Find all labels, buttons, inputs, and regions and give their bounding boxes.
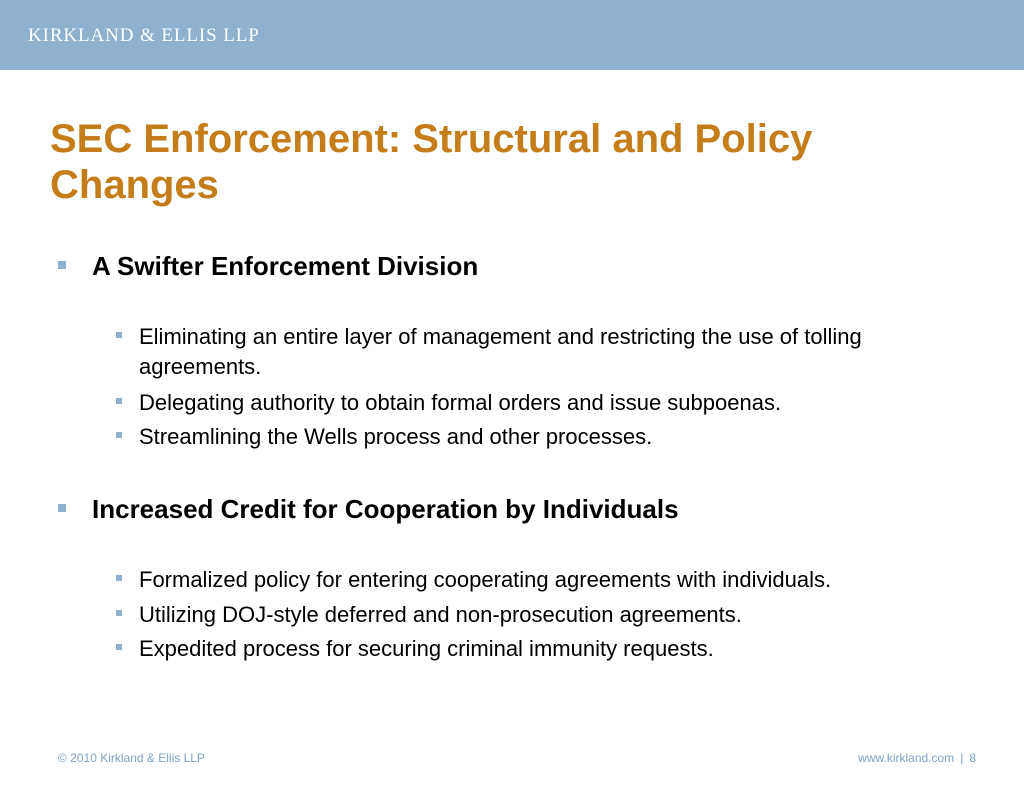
list-item-text: Utilizing DOJ-style deferred and non-prosecution agreements. — [139, 602, 742, 627]
section-heading-text: A Swifter Enforcement Division — [92, 251, 479, 281]
square-bullet-icon — [116, 332, 122, 338]
square-bullet-icon — [58, 261, 66, 269]
header-band — [0, 0, 1024, 70]
list-item-text: Streamlining the Wells process and other processes. — [139, 424, 653, 449]
footer-separator: | — [960, 751, 964, 765]
list-item-text: Eliminating an entire layer of management and restricting the use of tolling agreements. — [139, 324, 862, 379]
slide-title: SEC Enforcement: Structural and Policy Changes — [50, 117, 813, 207]
list-item-text: Delegating authority to obtain formal orders and issue subpoenas. — [139, 390, 782, 415]
footer-right — [858, 751, 976, 765]
square-bullet-icon — [116, 644, 122, 650]
footer-copyright: © 2010 Kirkland & Ellis LLP — [58, 751, 205, 765]
square-bullet-icon — [116, 398, 122, 404]
square-bullet-icon — [58, 504, 66, 512]
list-item-text: Expedited process for securing criminal immunity requests. — [139, 636, 714, 661]
square-bullet-icon — [116, 575, 122, 581]
firm-logo: KIRKLAND & ELLIS LLP — [28, 25, 260, 46]
square-bullet-icon — [116, 610, 122, 616]
square-bullet-icon — [116, 432, 122, 438]
list-item-text: Formalized policy for entering cooperating agreements with individuals. — [139, 567, 832, 592]
footer-website: www.kirkland.com — [858, 751, 955, 765]
section-heading-text: Increased Credit for Cooperation by Individuals — [92, 494, 679, 524]
page-number: 8 — [969, 751, 976, 765]
